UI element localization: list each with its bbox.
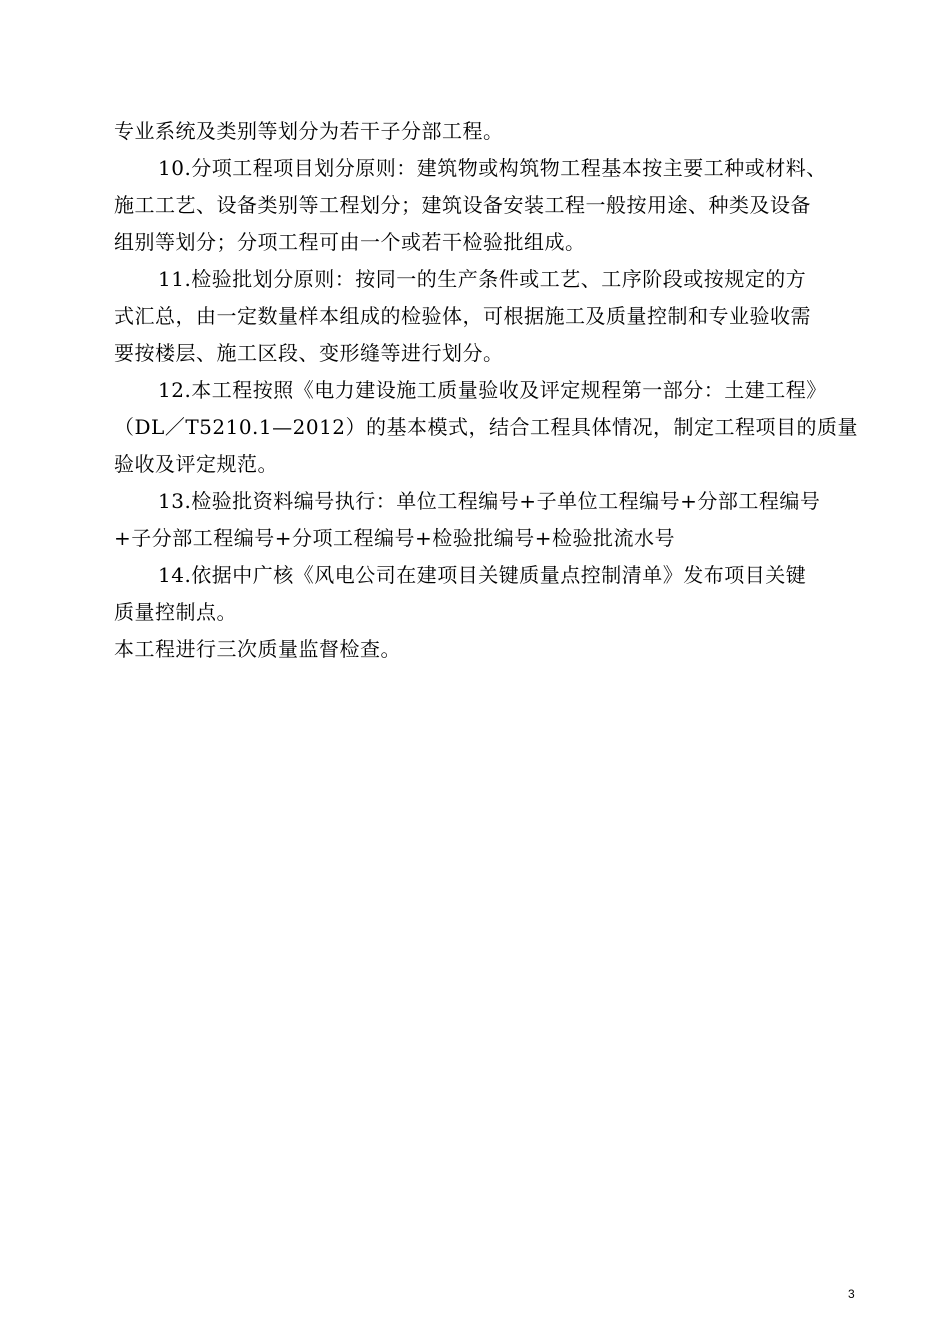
page-number: 3 (848, 1287, 855, 1301)
text-line: 要按楼层、施工区段、变形缝等进行划分。 (114, 341, 504, 365)
text-line: 施工工艺、设备类别等工程划分；建筑设备安装工程一般按用途、种类及设备 (114, 193, 811, 217)
paragraph-12-line-1: 12.本工程按照《电力建设施工质量验收及评定规程第一部分：土建工程》 (158, 378, 827, 402)
paragraph-13-line-1: 13.检验批资料编号执行：单位工程编号+子单位工程编号+分部工程编号 (158, 489, 821, 513)
paragraph-10-line-1: 10.分项工程项目划分原则：建筑物或构筑物工程基本按主要工种或材料、 (158, 156, 827, 180)
document-body (114, 113, 864, 668)
text-line: 质量控制点。 (114, 600, 237, 624)
text-line: 验收及评定规范。 (114, 452, 278, 476)
text-line: +子分部工程编号+分项工程编号+检验批编号+检验批流水号 (114, 526, 676, 550)
text-line: 式汇总，由一定数量样本组成的检验体，可根据施工及质量控制和专业验收需 (114, 304, 811, 328)
paragraph-14-line-1: 14.依据中广核《风电公司在建项目关键质量点控制清单》发布项目关键 (158, 563, 807, 587)
text-line: 专业系统及类别等划分为若干子分部工程。 (114, 119, 504, 143)
paragraph-11-line-1: 11.检验批划分原则：按同一的生产条件或工艺、工序阶段或按规定的方 (158, 267, 807, 291)
text-line: 组别等划分；分项工程可由一个或若干检验批组成。 (114, 230, 586, 254)
closing-line: 本工程进行三次质量监督检查。 (114, 637, 401, 661)
text-line: （DL／T5210.1—2012）的基本模式，结合工程具体情况，制定工程项目的质量 (114, 415, 859, 439)
